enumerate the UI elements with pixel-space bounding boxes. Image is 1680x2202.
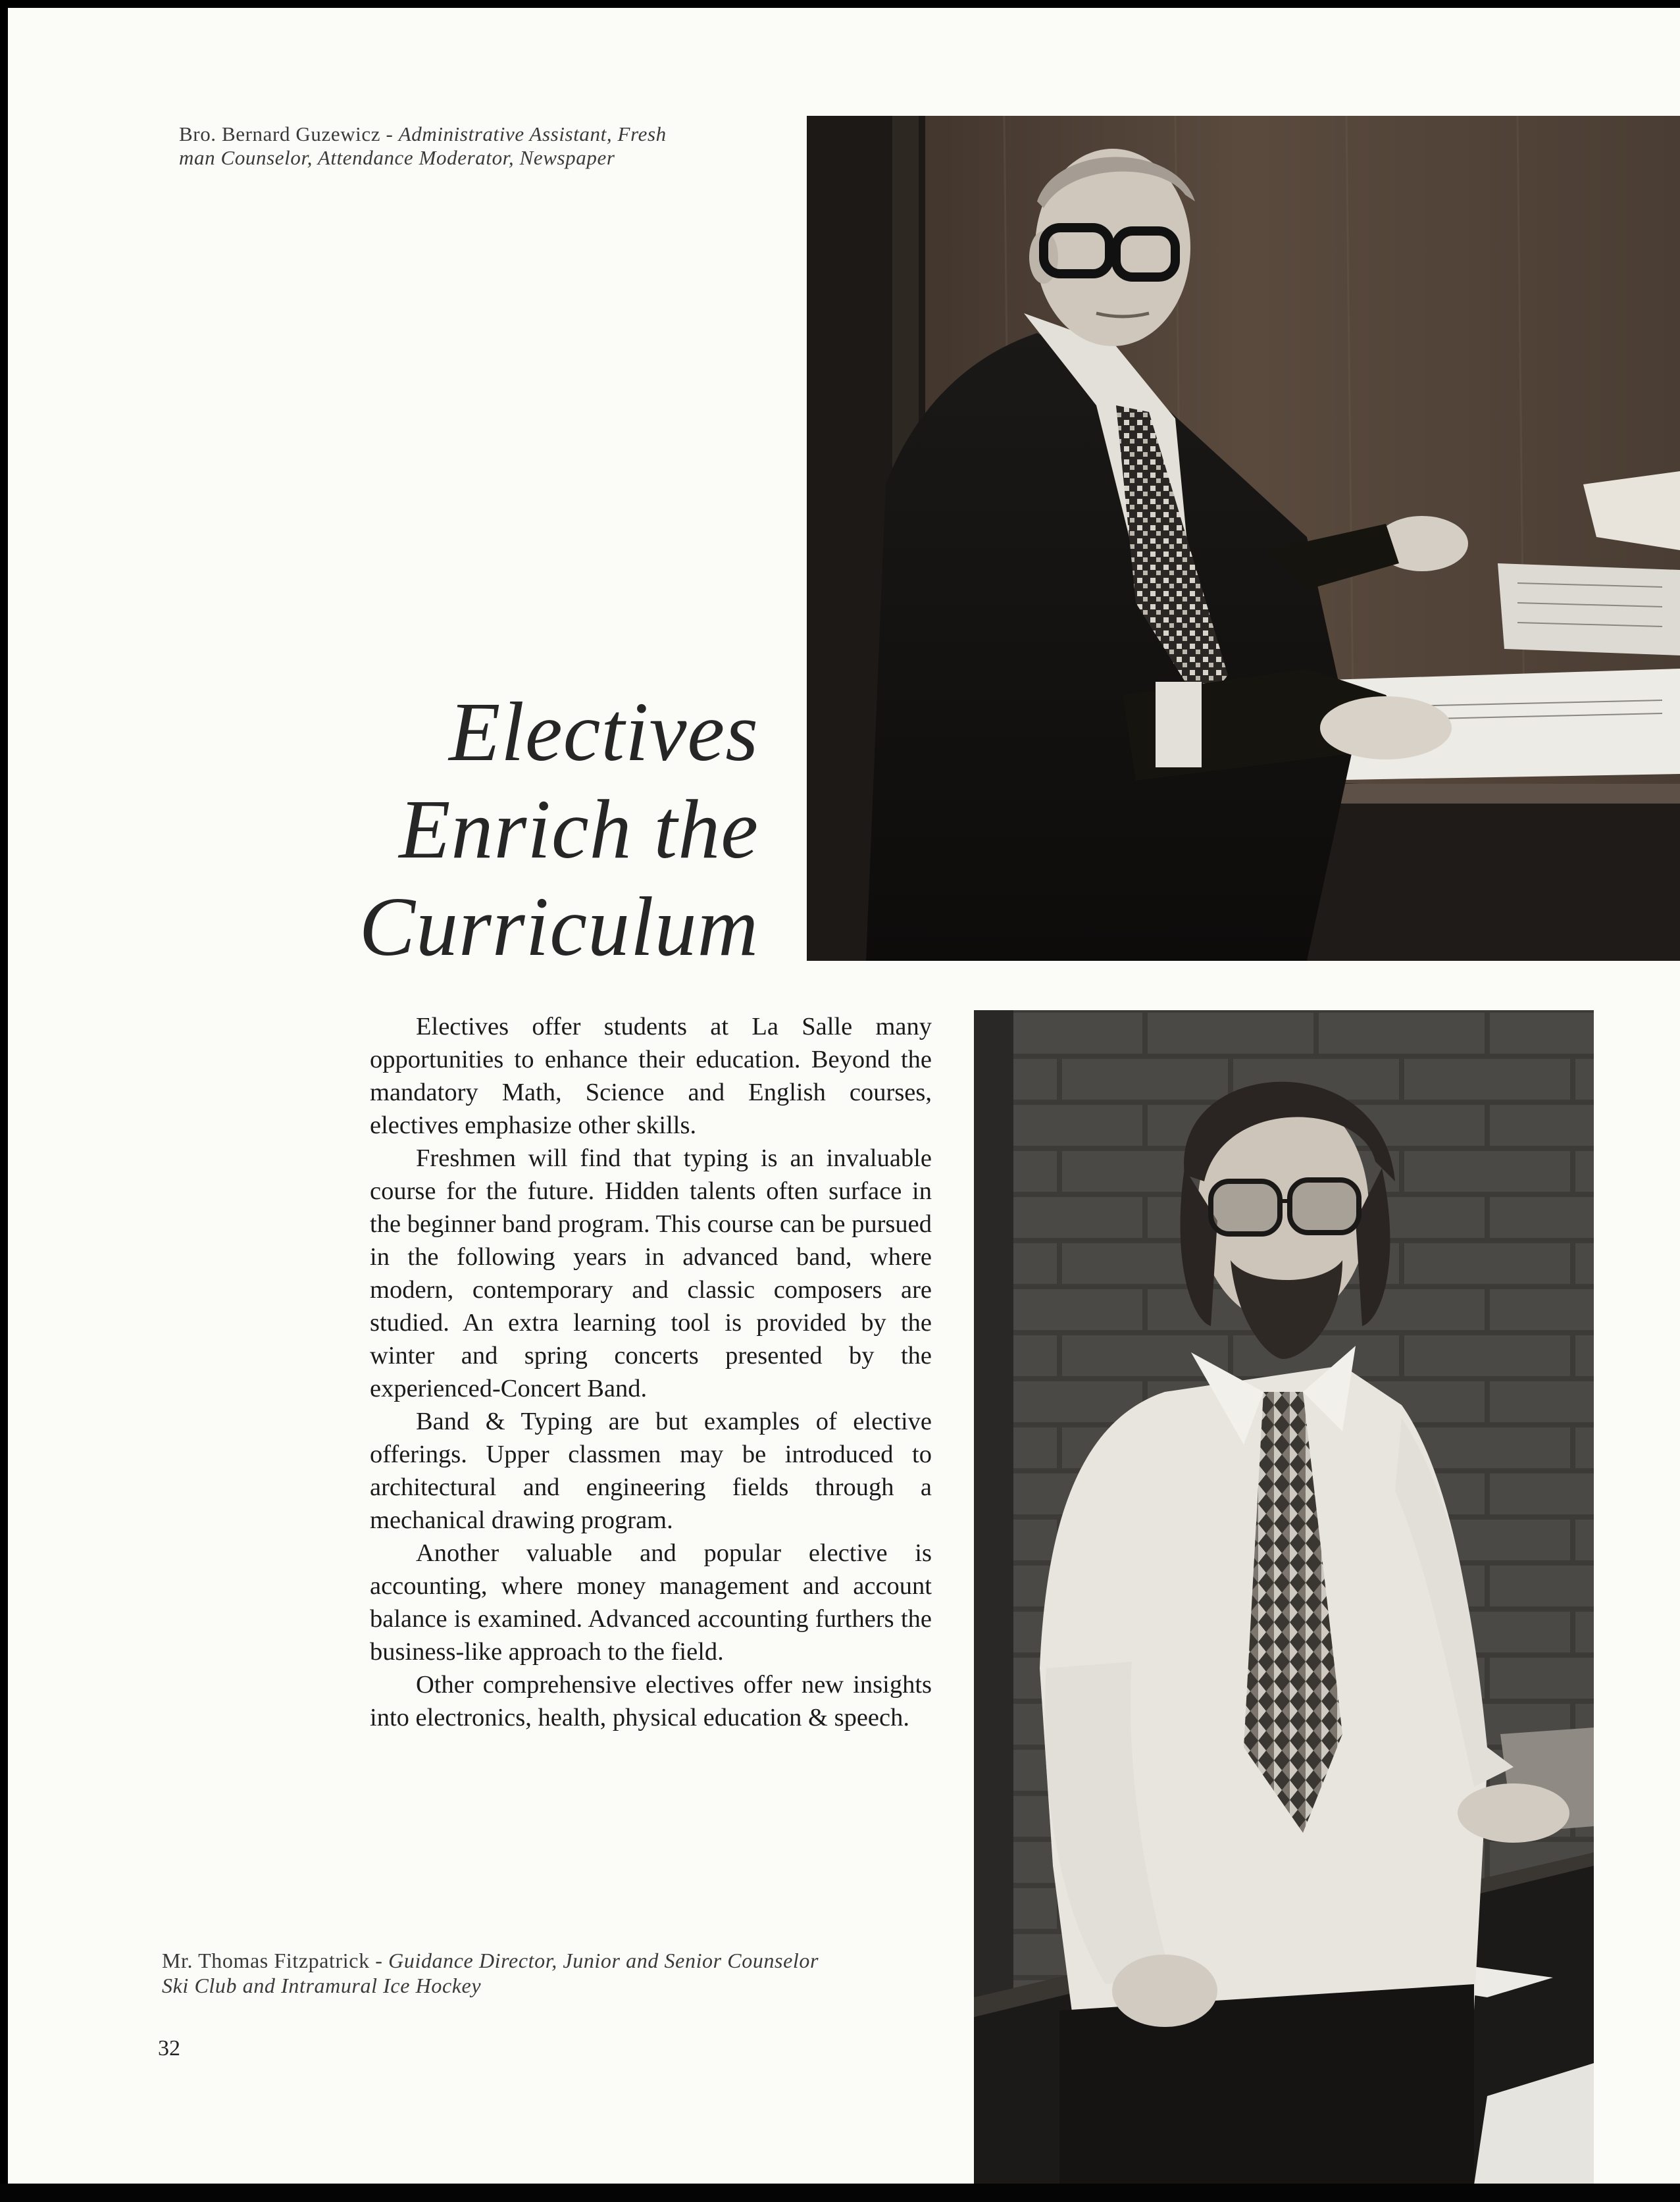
title-line-1: Electives — [449, 685, 759, 779]
article-paragraph: Electives offer students at La Salle many opportunities to enhance their education. Beyond the mandatory Math, Science and English courses, electives emphasize other skills. — [370, 1013, 932, 1139]
article-paragraph: Band & Typing are but examples of elective offerings. Upper classmen may be introduced to architectural and engineering fields through a mechanical drawing program. — [370, 1408, 932, 1534]
article-paragraph: Another valuable and popular elective is accounting, where money management and account balance is examined. Advanced accounting furthers the business-like approach to the field. — [370, 1539, 932, 1666]
page-number: 32 — [158, 2036, 180, 2061]
title-line-3: Curriculum — [359, 880, 759, 973]
bottom-caption-line2: Ski Club and Intramural Ice Hockey — [162, 1974, 482, 1997]
page-title — [359, 683, 759, 975]
title-line-2: Enrich the — [399, 782, 759, 876]
top-caption-name: Bro. Bernard Guzewicz - — [179, 122, 399, 145]
bottom-photo-caption — [162, 1948, 945, 1998]
scan-border — [0, 2184, 1680, 2202]
top-caption-role: Administrative Assistant, Fresh — [398, 122, 667, 145]
photo-thomas-fitzpatrick — [974, 1010, 1594, 2185]
photo-bernard-guzewicz — [807, 116, 1680, 961]
top-caption-line2: man Counselor, Attendance Moderator, Newspaper — [179, 146, 615, 169]
bottom-caption-name: Mr. Thomas Fitzpatrick - — [162, 1949, 389, 1972]
article-body — [370, 1010, 932, 1734]
bottom-caption-role: Guidance Director, Junior and Senior Counselor — [388, 1949, 819, 1972]
article-paragraph: Freshmen will find that typing is an invaluable course for the future. Hidden talents often surface in the beginner band program. This course can be pursued in the following years in advanced band, where modern, contemporary and classic composers are studied. An extra learning tool is provided by the winter and spring concerts presented by the experienced-Concert Band. — [370, 1144, 932, 1402]
article-paragraph: Other comprehensive electives offer new insights into electronics, health, physical education & speech. — [370, 1671, 932, 1731]
top-photo-caption — [179, 122, 775, 170]
